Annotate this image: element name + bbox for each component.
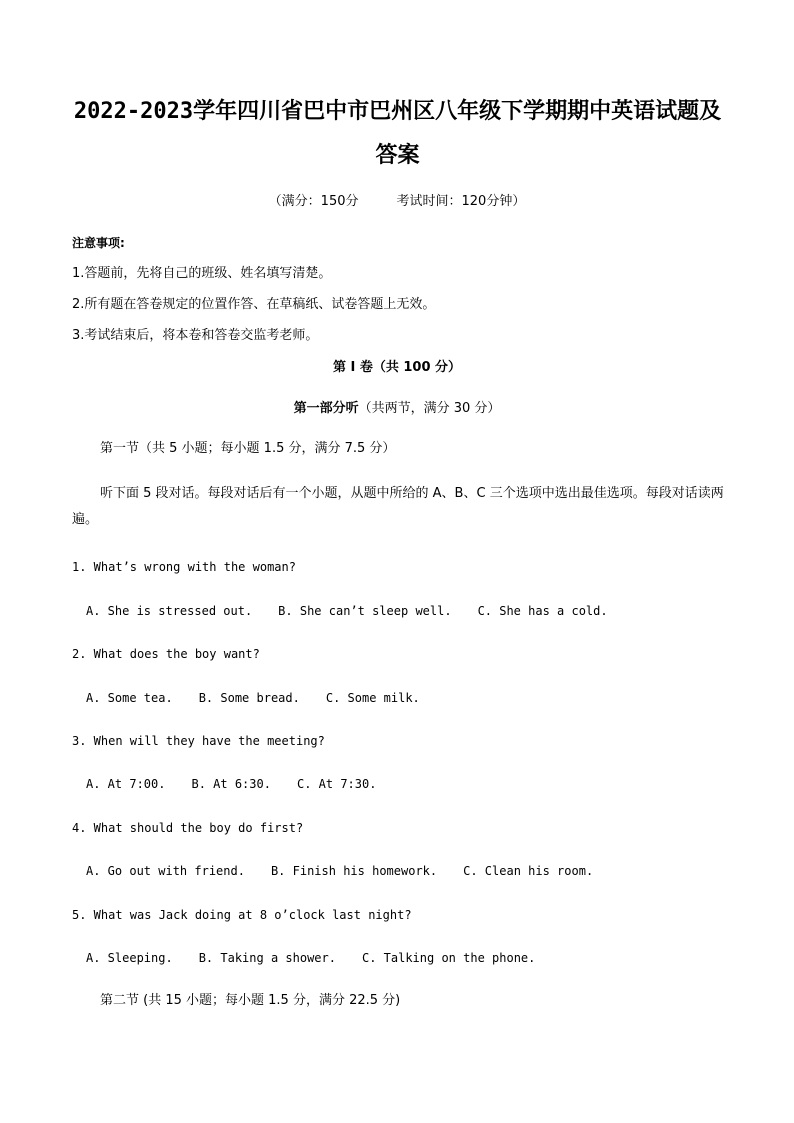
option-c: C. Some milk.	[325, 691, 420, 705]
option-b: B. Some bread.	[198, 691, 300, 705]
option-c: C. Clean his room.	[463, 864, 594, 878]
option-b: B. At 6:30.	[191, 777, 271, 791]
section1-instruction: 听下面 5 段对话。每段对话后有一个小题，从题中所给的 A、B、C 三个选项中选出最佳选项。每段对话读两遍。	[72, 486, 724, 527]
part1-title: 第一部分听	[293, 401, 359, 416]
question-stem: 3. When will they have the meeting?	[72, 734, 325, 748]
question-options	[86, 601, 608, 621]
volume-heading: 第 I 卷（共 100 分）	[332, 360, 462, 375]
option-c: C. Talking on the phone.	[361, 951, 536, 965]
option-a: A. Sleeping.	[86, 951, 173, 965]
question-options	[86, 774, 376, 794]
question-stem: 2. What does the boy want?	[72, 647, 260, 661]
option-c: C. She has a cold.	[477, 604, 608, 618]
part1-heading	[0, 399, 794, 419]
question-stem: 4. What should the boy do first?	[72, 821, 304, 835]
option-a: A. At 7:00.	[86, 777, 166, 791]
notice-item: 1.答题前，先将自己的班级、姓名填写清楚。	[72, 266, 332, 281]
notice-heading: 注意事项:	[72, 236, 125, 250]
notice-item: 3.考试结束后，将本卷和答卷交监考老师。	[72, 328, 319, 343]
question-stem: 5. What was Jack doing at 8 o’clock last night?	[72, 908, 412, 922]
page-title: 2022-2023学年四川省巴中市巴州区八年级下学期期中英语试题及答案	[73, 99, 722, 168]
section1-heading: 第一节（共 5 小题；每小题 1.5 分，满分 7.5 分）	[100, 441, 396, 456]
option-b: B. Taking a shower.	[198, 951, 336, 965]
part1-score: （共两节，满分 30 分）	[358, 401, 501, 416]
notice-item: 2.所有题在答卷规定的位置作答、在草稿纸、试卷答题上无效。	[72, 297, 436, 312]
question-options	[86, 948, 535, 968]
exam-time: 考试时间：120分钟）	[396, 194, 526, 209]
option-c: C. At 7:30.	[296, 777, 377, 791]
question-options	[86, 688, 420, 708]
section2-heading: 第二节 (共 15 小题；每小题 1.5 分，满分 22.5 分)	[100, 993, 401, 1008]
option-b: B. Finish his homework.	[270, 864, 438, 878]
option-a: A. Some tea.	[86, 691, 173, 705]
exam-meta	[0, 192, 794, 212]
option-b: B. She can’t sleep well.	[278, 604, 452, 618]
question-options	[86, 861, 593, 881]
full-score: （满分：150分	[268, 194, 359, 209]
question-stem: 1. What’s wrong with the woman?	[72, 560, 296, 574]
option-a: A. She is stressed out.	[86, 604, 253, 618]
option-a: A. Go out with friend.	[86, 864, 245, 878]
